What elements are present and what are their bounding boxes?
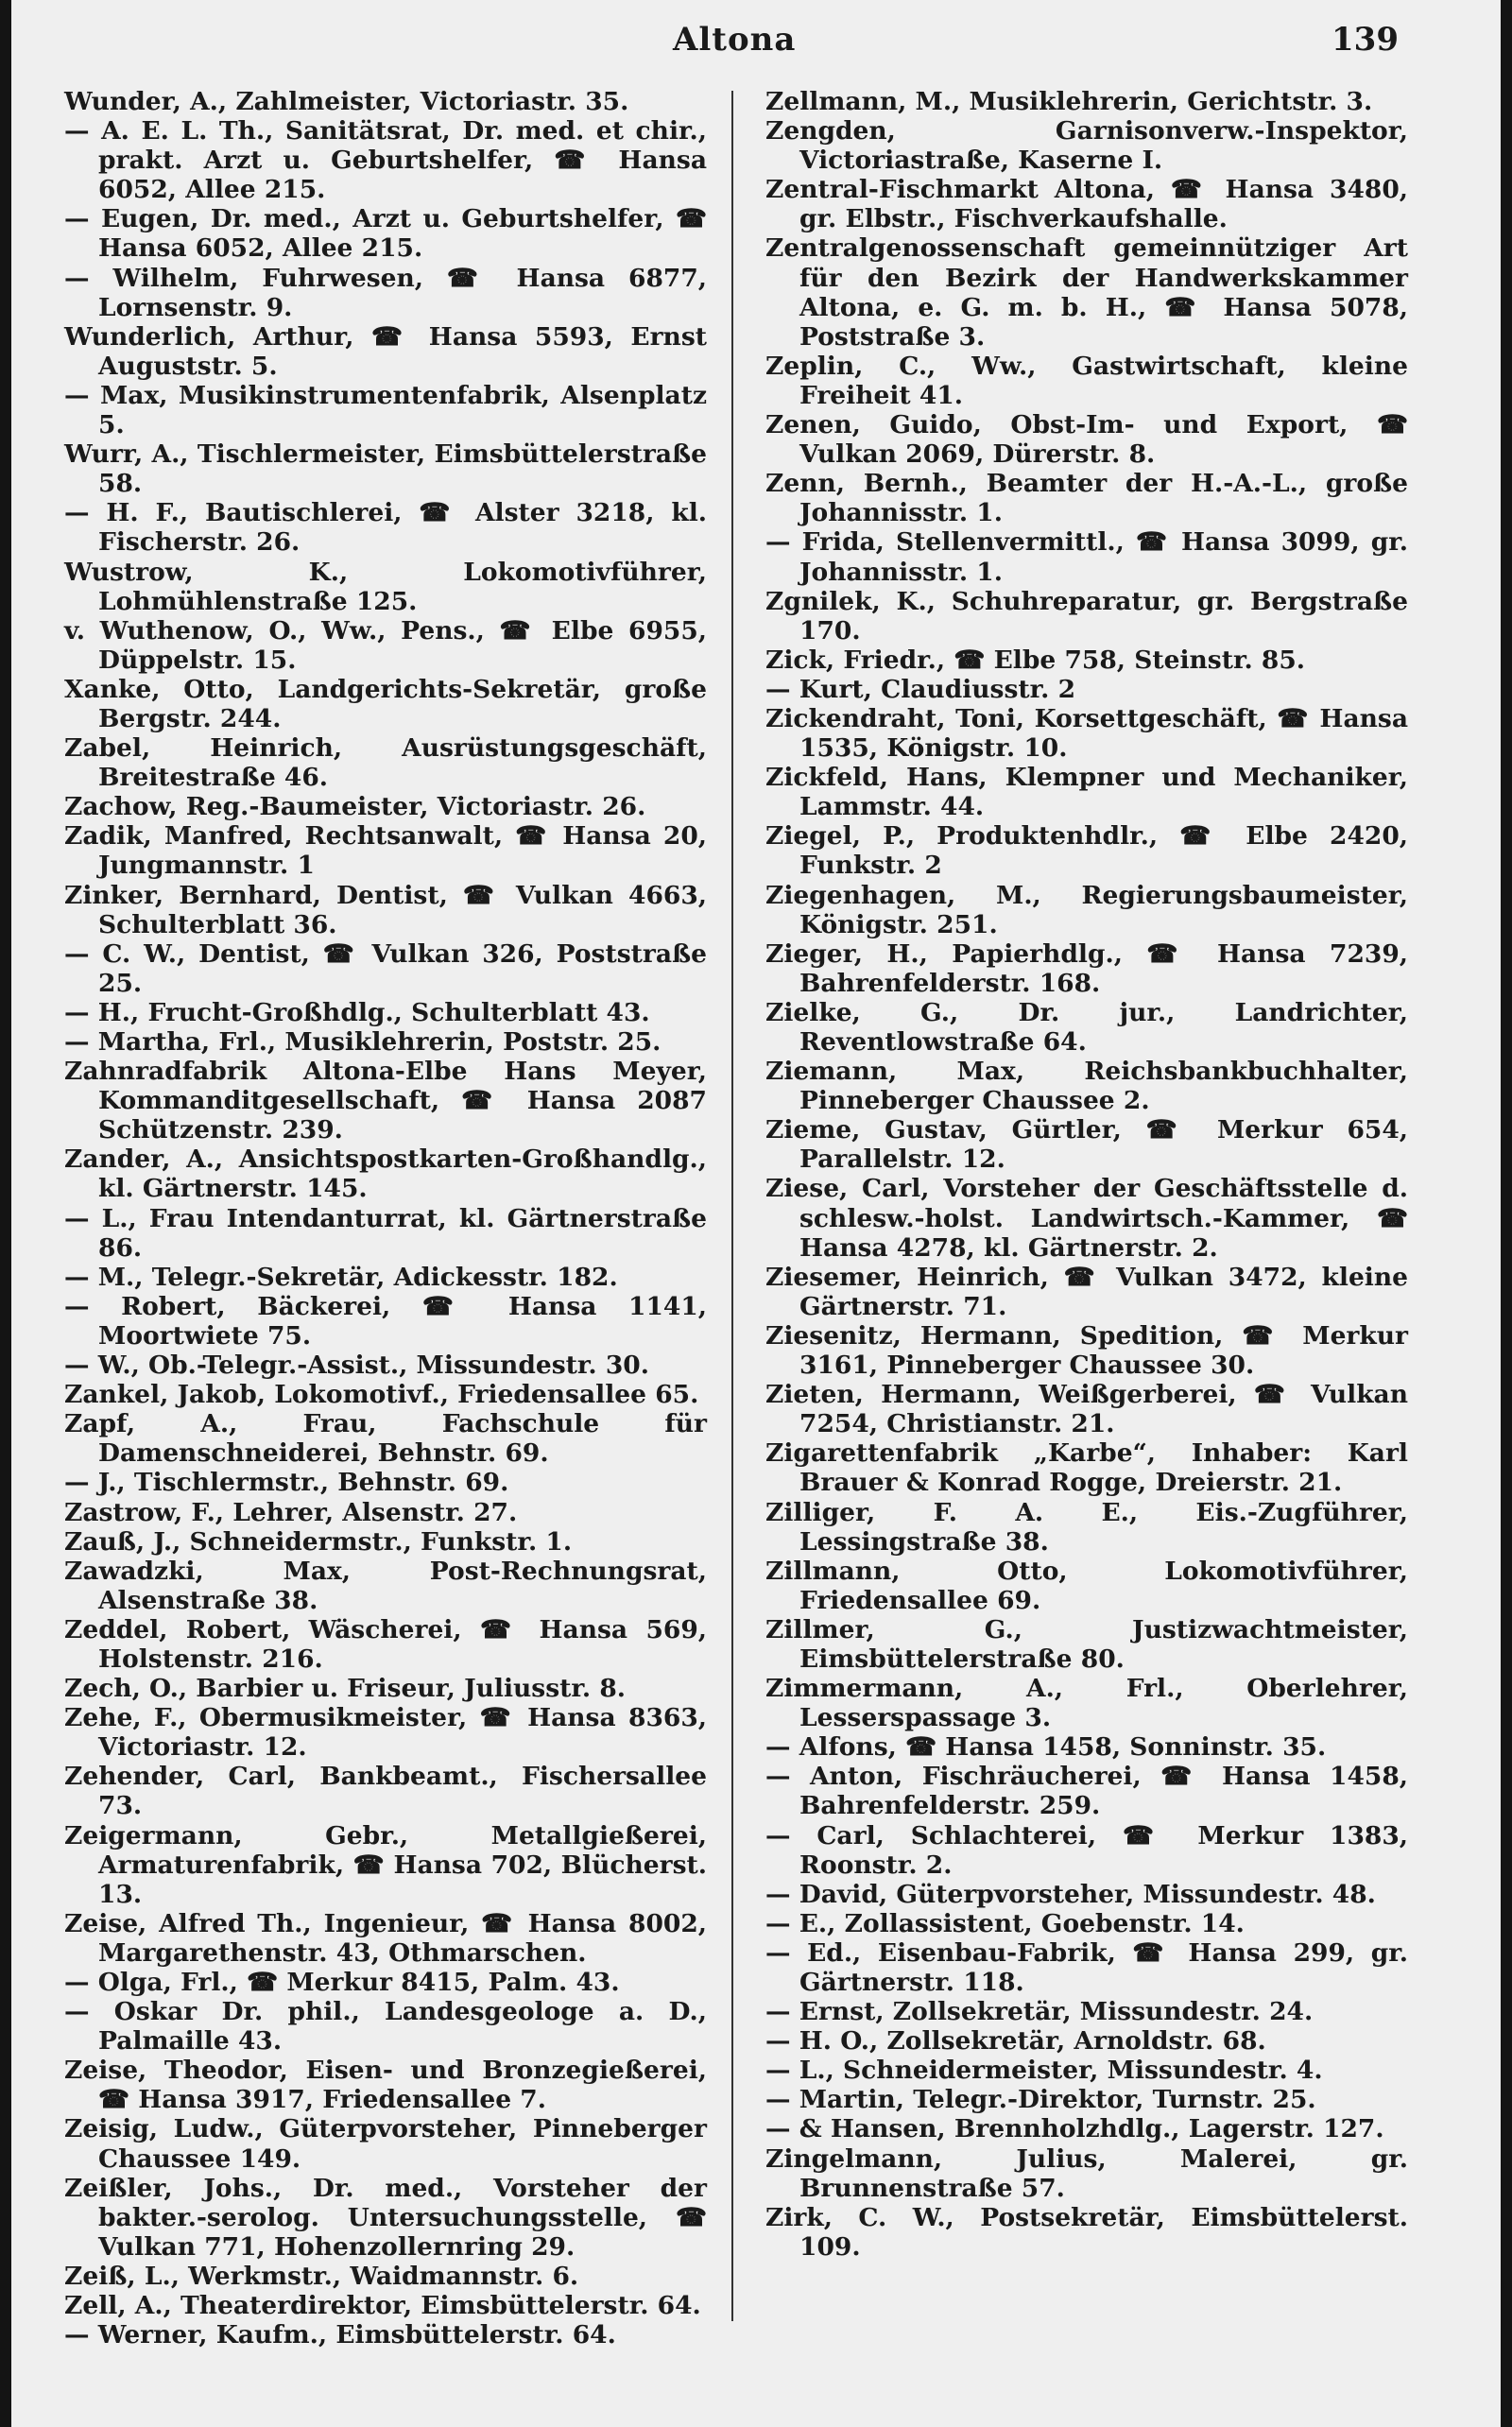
directory-entry: v. Wuthenow, O., Ww., Pens., ☎ Elbe 6955, Düppelstr. 15. [64, 615, 707, 675]
directory-entry: Zankel, Jakob, Lokomotivf., Friedensallee 65. [64, 1380, 699, 1410]
directory-page [11, 0, 1501, 2427]
directory-entry: — Ed., Eisenbau-Fabrik, ☎ Hansa 299, gr. Gärtnerstr. 118. [765, 1937, 1408, 1997]
directory-entry: Zapf, A., Frau, Fachschule für Damenschneiderei, Behnstr. 69. [64, 1409, 707, 1469]
directory-entry: Zenen, Guido, Obst-Im- und Export, ☎ Vulkan 2069, Dürerstr. 8. [765, 410, 1408, 470]
directory-entry: Zieten, Hermann, Weißgerberei, ☎ Vulkan 7254, Christianstr. 21. [765, 1380, 1408, 1439]
directory-entry: Zickendraht, Toni, Korsettgeschäft, ☎ Hansa 1535, Königstr. 10. [765, 703, 1408, 764]
page-title: Altona [673, 21, 797, 59]
directory-entry: Zehe, F., Obermusikmeister, ☎ Hansa 8363, Victoriastr. 12. [64, 1703, 707, 1763]
directory-entry: Zellmann, M., Musiklehrerin, Gerichtstr. 3. [765, 87, 1373, 116]
directory-entry: Zgnilek, K., Schuhreparatur, gr. Bergstraße 170. [765, 586, 1408, 645]
directory-entry: — Oskar Dr. phil., Landesgeologe a. D., Palmaille 43. [64, 1997, 707, 2057]
directory-entry: — Frida, Stellenvermittl., ☎ Hansa 3099, gr. Johannisstr. 1. [765, 527, 1408, 587]
directory-entry: — C. W., Dentist, ☎ Vulkan 326, Poststraße 25. [64, 938, 707, 998]
directory-entry: Zeiß, L., Werkmstr., Waidmannstr. 6. [64, 2261, 579, 2291]
left-column [64, 87, 707, 2350]
directory-entry: Zeddel, Robert, Wäscherei, ☎ Hansa 569, Holstenstr. 216. [64, 1614, 707, 1674]
directory-entry: Zimmermann, A., Frl., Oberlehrer, Lesserspassage 3. [765, 1674, 1408, 1733]
directory-entry: Zastrow, F., Lehrer, Alsenstr. 27. [64, 1497, 518, 1527]
directory-entry: Zick, Friedr., ☎ Elbe 758, Steinstr. 85. [765, 645, 1306, 675]
directory-entry: — Werner, Kaufm., Eimsbüttelerstr. 64. [64, 2320, 616, 2350]
directory-entry: Zingelmann, Julius, Malerei, gr. Brunnenstraße 57. [765, 2143, 1408, 2203]
directory-entry: — Eugen, Dr. med., Arzt u. Geburtshelfer, ☎ Hansa 6052, Allee 215. [64, 204, 707, 264]
directory-entry: — David, Güterpvorsteher, Missundestr. 48. [765, 1879, 1376, 1909]
directory-entry: — Robert, Bäckerei, ☎ Hansa 1141, Moortwiete 75. [64, 1291, 707, 1351]
directory-entry: — Alfons, ☎ Hansa 1458, Sonninstr. 35. [765, 1732, 1327, 1763]
directory-entry: Zenn, Bernh., Beamter der H.-A.-L., große Johannisstr. 1. [765, 469, 1408, 528]
directory-entry: Zinker, Bernhard, Dentist, ☎ Vulkan 4663, Schulterblatt 36. [64, 880, 707, 939]
directory-entry: — Carl, Schlachterei, ☎ Merkur 1383, Roonstr. 2. [765, 1820, 1408, 1880]
directory-entry: Zentralgenossenschaft gemeinnütziger Art für den Bezirk der Handwerkskammer Altona, e. G. m. b. H., ☎ Hansa 5078, Poststraße 3. [765, 233, 1408, 352]
directory-entry: Zieme, Gustav, Gürtler, ☎ Merkur 654, Parallelstr. 12. [765, 1115, 1408, 1175]
directory-entry: Zillmann, Otto, Lokomotivführer, Friedensallee 69. [765, 1556, 1408, 1615]
directory-entry: Zickfeld, Hans, Klempner und Mechaniker, Lammstr. 44. [765, 763, 1408, 822]
directory-entry: — E., Zollassistent, Goebenstr. 14. [765, 1908, 1245, 1938]
directory-entry: — Wilhelm, Fuhrwesen, ☎ Hansa 6877, Lornsenstr. 9. [64, 263, 707, 322]
directory-entry: — M., Telegr.-Sekretär, Adickesstr. 182. [64, 1262, 618, 1292]
directory-entry: — A. E. L. Th., Sanitätsrat, Dr. med. et chir., prakt. Arzt u. Geburtshelfer, ☎ Hansa 6052, Allee 215. [64, 116, 707, 205]
directory-entry: Zeigermann, Gebr., Metallgießerei, Armaturenfabrik, ☎ Hansa 702, Blücherst. 13. [64, 1820, 707, 1909]
directory-entry: Zentral-Fischmarkt Altona, ☎ Hansa 3480, gr. Elbstr., Fischverkaufshalle. [765, 175, 1408, 234]
directory-entry: Ziesenitz, Hermann, Spedition, ☎ Merkur 3161, Pinneberger Chaussee 30. [765, 1320, 1408, 1381]
directory-entry: Wurr, A., Tischlermeister, Eimsbüttelerstraße 58. [64, 439, 707, 499]
directory-entry: Zilliger, F. A. E., Eis.-Zugführer, Lessingstraße 38. [765, 1497, 1408, 1557]
directory-entry: Zehender, Carl, Bankbeamt., Fischersallee 73. [64, 1762, 707, 1821]
directory-entry: Zillmer, G., Justizwachtmeister, Eimsbüttelerstraße 80. [765, 1614, 1408, 1674]
directory-entry: — Ernst, Zollsekretär, Missundestr. 24. [765, 1997, 1314, 2027]
directory-entry: Zeise, Alfred Th., Ingenieur, ☎ Hansa 8002, Margarethenstr. 43, Othmarschen. [64, 1908, 707, 1968]
directory-entry: Zachow, Reg.-Baumeister, Victoriastr. 26. [64, 792, 646, 822]
directory-entry: — H., Frucht-Großhdlg., Schulterblatt 43. [64, 997, 650, 1027]
directory-entry: — J., Tischlermstr., Behnstr. 69. [64, 1468, 509, 1498]
directory-entry: — H. F., Bautischlerei, ☎ Alster 3218, kl. Fischerstr. 26. [64, 498, 707, 558]
directory-entry: Zeplin, C., Ww., Gastwirtschaft, kleine Freiheit 41. [765, 351, 1408, 410]
directory-entry: Zeise, Theodor, Eisen- und Bronzegießerei, ☎ Hansa 3917, Friedensallee 7. [64, 2056, 707, 2115]
directory-entry: Ziegel, P., Produktenhdlr., ☎ Elbe 2420, Funkstr. 2 [765, 821, 1408, 881]
column-divider [731, 91, 733, 2321]
directory-entry: Wunderlich, Arthur, ☎ Hansa 5593, Ernst Auguststr. 5. [64, 321, 707, 381]
directory-entry: Zadik, Manfred, Rechtsanwalt, ☎ Hansa 20, Jungmannstr. 1 [64, 821, 707, 881]
directory-entry: Zauß, J., Schneidermstr., Funkstr. 1. [64, 1526, 573, 1557]
directory-entry: Ziesemer, Heinrich, ☎ Vulkan 3472, kleine Gärtnerstr. 71. [765, 1262, 1408, 1321]
right-column [765, 87, 1408, 2262]
directory-entry: Zander, A., Ansichtspostkarten-Großhandlg., kl. Gärtnerstr. 145. [64, 1145, 707, 1204]
directory-entry: — Martin, Telegr.-Direktor, Turnstr. 25. [765, 2085, 1316, 2115]
directory-entry: — L., Schneidermeister, Missundestr. 4. [765, 2056, 1323, 2086]
directory-entry: Zieger, H., Papierhdlg., ☎ Hansa 7239, Bahrenfelderstr. 168. [765, 938, 1408, 998]
directory-entry: Ziese, Carl, Vorsteher der Geschäftsstelle d. schlesw.-holst. Landwirtsch.-Kammer, ☎ Hansa 4278, kl. Gärtnerstr. 2. [765, 1174, 1408, 1263]
directory-entry: Zielke, G., Dr. jur., Landrichter, Reventlowstraße 64. [765, 997, 1408, 1057]
directory-entry: Zeisig, Ludw., Güterpvorsteher, Pinneberger Chaussee 149. [64, 2114, 707, 2174]
directory-entry: Zengden, Garnisonverw.-Inspektor, Victoriastraße, Kaserne I. [765, 116, 1408, 176]
directory-entry: Ziemann, Max, Reichsbankbuchhalter, Pinneberger Chaussee 2. [765, 1057, 1408, 1116]
directory-entry: — Olga, Frl., ☎ Merkur 8415, Palm. 43. [64, 1968, 620, 1997]
directory-entry: — Kurt, Claudiusstr. 2 [765, 674, 1076, 704]
page-header [11, 21, 1501, 68]
directory-entry: Ziegenhagen, M., Regierungsbaumeister, Königstr. 251. [765, 880, 1408, 939]
directory-entry: — H. O., Zollsekretär, Arnoldstr. 68. [765, 2026, 1266, 2057]
directory-entry: Wunder, A., Zahlmeister, Victoriastr. 35. [64, 87, 629, 116]
directory-entry: — Martha, Frl., Musiklehrerin, Poststr. 25. [64, 1027, 662, 1057]
directory-entry: Xanke, Otto, Landgerichts-Sekretär, große Bergstr. 244. [64, 674, 707, 733]
directory-entry: Zech, O., Barbier u. Friseur, Juliusstr. 8. [64, 1674, 626, 1704]
directory-entry: — Anton, Fischräucherei, ☎ Hansa 1458, Bahrenfelderstr. 259. [765, 1762, 1408, 1821]
directory-entry: Zawadzki, Max, Post-Rechnungsrat, Alsenstraße 38. [64, 1556, 707, 1615]
directory-entry: — L., Frau Intendanturrat, kl. Gärtnerstraße 86. [64, 1203, 707, 1263]
directory-entry: Zell, A., Theaterdirektor, Eimsbüttelerstr. 64. [64, 2291, 701, 2321]
directory-entry: Zirk, C. W., Postsekretär, Eimsbüttelerst. 109. [765, 2202, 1408, 2262]
directory-entry: Zabel, Heinrich, Ausrüstungsgeschäft, Breitestraße 46. [64, 733, 707, 793]
directory-entry: Zahnradfabrik Altona-Elbe Hans Meyer, Kommanditgesellschaft, ☎ Hansa 2087 Schützenstr. 239. [64, 1057, 707, 1145]
directory-entry: — W., Ob.-Telegr.-Assist., Missundestr. 30. [64, 1351, 649, 1381]
directory-entry: Wustrow, K., Lokomotivführer, Lohmühlenstraße 125. [64, 557, 707, 616]
page-number: 139 [1332, 21, 1399, 59]
directory-entry: — & Hansen, Brennholzhdlg., Lagerstr. 127. [765, 2114, 1384, 2144]
directory-entry: Zigarettenfabrik „Karbe“, Inhaber: Karl Brauer & Konrad Rogge, Dreierstr. 21. [765, 1438, 1408, 1498]
directory-entry: — Max, Musikinstrumentenfabrik, Alsenplatz 5. [64, 380, 707, 440]
directory-entry: Zeißler, Johs., Dr. med., Vorsteher der bakter.-serolog. Untersuchungsstelle, ☎ Vulkan 771, Hohenzollernring 29. [64, 2173, 707, 2262]
